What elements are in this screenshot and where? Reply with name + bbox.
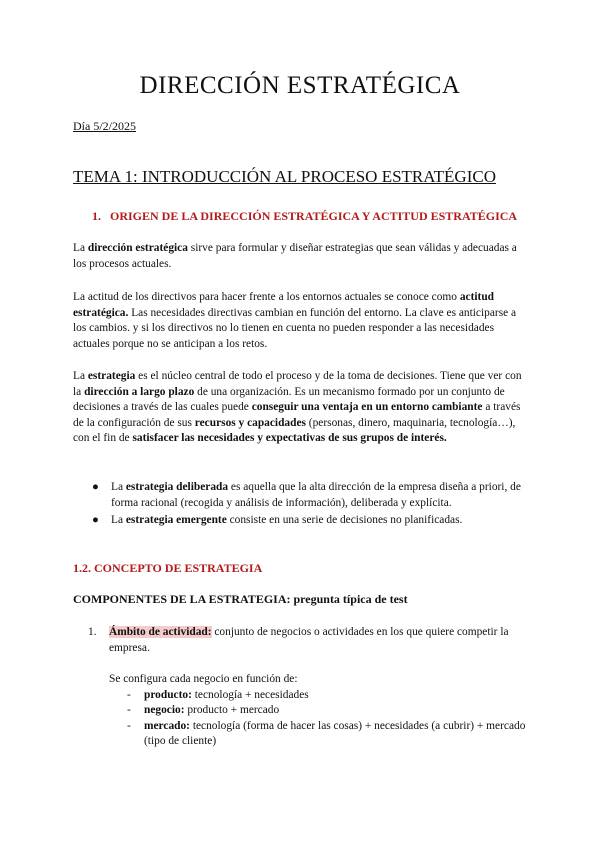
bold-term: mercado: [144, 719, 190, 732]
section-heading-origen [92, 209, 517, 224]
text-run: es aquella que la alta dirección de la empresa diseña a priori, de forma racional (recogida y análisis de información), deliberada y explícita. [111, 481, 521, 509]
config-intro: Se configura cada negocio en función de: [109, 673, 298, 685]
text-run: consiste en una serie de decisiones no planificadas. [226, 514, 463, 526]
paragraph-estrategia [73, 369, 528, 447]
strategy-types-list [92, 480, 532, 531]
bold-term: dirección a largo plazo [84, 385, 195, 398]
numbered-item-ambito [88, 624, 528, 656]
business-config-block [109, 672, 529, 750]
bold-term: dirección estratégica [87, 242, 188, 254]
components-heading: COMPONENTES DE LA ESTRATEGIA: pregunta típica de test [73, 592, 408, 606]
bold-term: estrategia emergente [125, 514, 227, 526]
dash-marker: - [127, 719, 131, 732]
text-run: tecnología (forma de hacer las cosas) + necesidades (a cubrir) + mercado (tipo de cliente) [144, 719, 526, 747]
topic-heading: TEMA 1: INTRODUCCIÓN AL PROCESO ESTRATÉGICO [73, 167, 496, 186]
text-run: a través de la configuración de sus [73, 401, 521, 429]
section-number: 1. [92, 209, 101, 223]
bold-term: recursos y capacidades [194, 416, 306, 429]
text-run: conjunto de negocios o actividades en los que quiere competir la empresa. [109, 626, 509, 654]
section-heading-concepto: 1.2. CONCEPTO DE ESTRATEGIA [73, 561, 263, 575]
bold-term: actitud estratégica. [73, 291, 494, 319]
list-item-mercado [109, 719, 529, 750]
text-run: producto + mercado [184, 704, 280, 716]
list-item-producto [109, 688, 529, 704]
list-item-emergente [92, 513, 532, 529]
text-run: de una organización. Es un mecanismo formado por un conjunto de decisiones a través de las cuales puede [73, 385, 505, 413]
document-title: DIRECCIÓN ESTRATÉGICA [139, 72, 461, 99]
text-run: tecnología + necesidades [191, 688, 309, 701]
text-run: sirve para formular y diseñar estrategias que sean válidas y adecuadas a los procesos actuales. [73, 242, 517, 270]
paragraph-actitud-estrategica [73, 290, 528, 352]
bold-term: estrategia deliberada [125, 481, 229, 493]
text-run: Las necesidades directivas cambian en función del entorno. La clave es anticiparse a los cambios. y si los directivos no lo tienen en cuenta no pueden responder a las necesidades actuales porque no se anticipan a los retos. [73, 306, 517, 350]
dash-marker: - [127, 688, 131, 701]
text-run: La actitud de los directivos para hacer frente a los entornos actuales se conoce como [73, 291, 460, 303]
dash-marker: - [127, 704, 131, 716]
item-number: 1. [88, 626, 97, 638]
highlighted-term: Ámbito de actividad: [109, 626, 212, 638]
bold-term: negocio: [144, 704, 185, 716]
paragraph-direccion-estrategica [73, 241, 528, 272]
list-item-negocio [109, 703, 529, 719]
text-run: La [73, 370, 88, 382]
text-run: (personas, dinero, maquinaria, tecnología…), con el fin de [73, 416, 516, 444]
document-date: Día 5/2/2025 [73, 119, 136, 133]
bold-term: producto: [144, 688, 192, 701]
text-run: La [111, 514, 126, 526]
bold-term: satisfacer las necesidades y expectativas de sus grupos de interés. [132, 432, 447, 444]
bullet-icon: ● [92, 481, 99, 493]
section-heading-text: ORIGEN DE LA DIRECCIÓN ESTRATÉGICA Y ACTITUD ESTRATÉGICA [110, 209, 518, 223]
bold-term: estrategia [87, 370, 136, 382]
text-run: es el núcleo central de todo el proceso y de la toma de decisiones. Tiene que ver con la [73, 370, 522, 398]
config-list [109, 688, 529, 750]
text-run: La [73, 242, 88, 254]
list-item-deliberada [92, 480, 532, 511]
bullet-icon: ● [92, 514, 99, 526]
text-run: La [111, 481, 126, 493]
bold-term: conseguir una ventaja en un entorno cambiante [251, 401, 483, 413]
item-body [109, 624, 528, 656]
